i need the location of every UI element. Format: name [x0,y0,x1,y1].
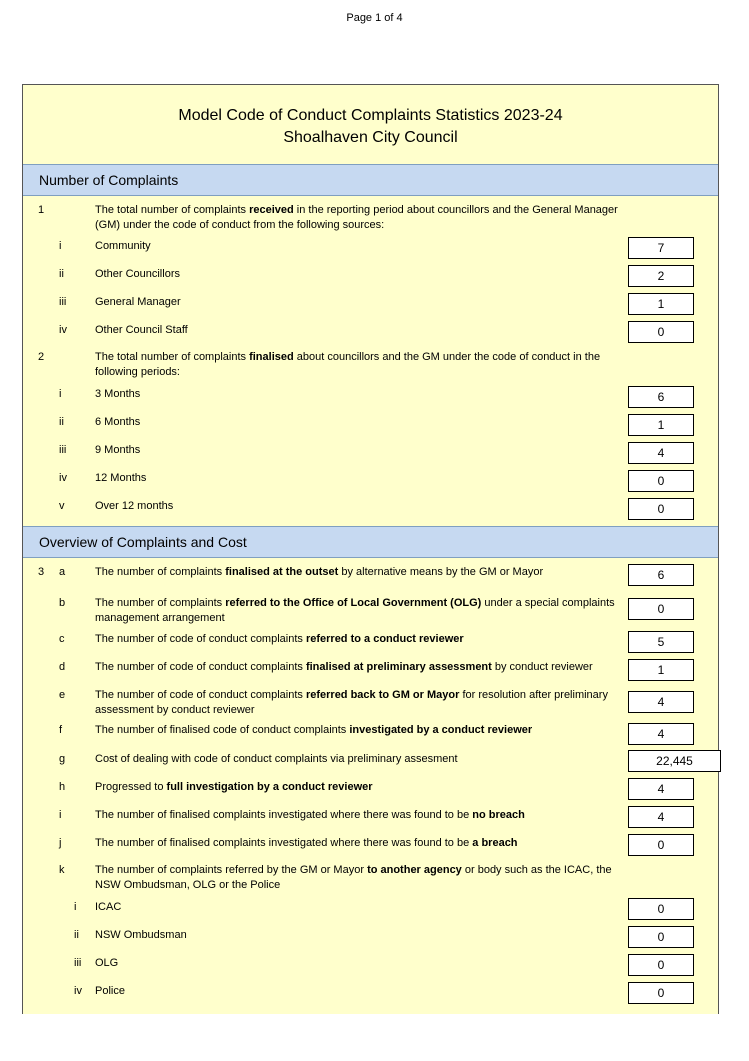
value-box: 0 [628,321,694,343]
page-number: Page 1 of 4 [346,12,403,24]
value-box: 0 [628,926,694,948]
item-index: ii [59,416,64,428]
item-index: i [59,809,62,821]
item-text: The number of finalised complaints investigated where there was found to be no breach [95,809,525,821]
item-index: iv [74,985,82,997]
item-index: g [59,753,66,765]
item-index: f [59,724,63,736]
item-index: i [59,388,62,400]
item-text: The number of code of conduct complaints referred to a conduct reviewer [95,633,464,645]
value-box: 0 [628,498,694,520]
title-line-1: Model Code of Conduct Complaints Statistics 2023-24 [178,107,563,124]
value-box: 7 [628,237,694,259]
item-index: v [59,500,65,512]
item-label: 6 Months [95,416,141,428]
item-index: d [59,661,66,673]
item-label: 9 Months [95,444,141,456]
value-box: 0 [628,834,694,856]
item-index: iii [59,444,67,456]
item-index: h [59,781,66,793]
question-text: The total number of complaints finalised about councillors and the GM under the code of conduct in the following periods: [95,351,601,378]
item-index: iii [59,296,67,308]
item-text: Progressed to full investigation by a conduct reviewer [95,781,373,793]
value-box: 4 [628,691,694,713]
item-label: Police [95,985,125,997]
item-index: ii [74,929,79,941]
question-number: 2 [38,351,45,363]
value-box: 1 [628,293,694,315]
value-box: 0 [628,982,694,1004]
section-heading-overview: Overview of Complaints and Cost [23,526,718,558]
item-label: Over 12 months [95,500,174,512]
item-text: The number of code of conduct complaints finalised at preliminary assessment by conduct reviewer [95,661,593,673]
item-label: NSW Ombudsman [95,929,187,941]
value-box: 5 [628,631,694,653]
item-index: i [59,240,62,252]
item-index: a [59,566,66,578]
form-title [23,105,718,149]
item-text: Cost of dealing with code of conduct complaints via preliminary assesment [95,753,458,765]
item-label: General Manager [95,296,181,308]
value-box: 6 [628,564,694,586]
question-text: The total number of complaints received in the reporting period about councillors and the General Manager (GM) under the code of conduct from the following sources: [95,204,618,231]
item-index: ii [59,268,64,280]
item-label: ICAC [95,901,122,913]
value-box: 4 [628,723,694,745]
item-text: The number of finalised complaints investigated where there was found to be a breach [95,837,518,849]
value-box: 4 [628,778,694,800]
item-text: The number of complaints referred to the Office of Local Government (OLG) under a special complaints management arrangement [95,597,615,624]
item-text: The number of complaints referred by the GM or Mayor to another agency or body such as the ICAC, the NSW Ombudsman, OLG or the Police [95,864,612,891]
value-box: 0 [628,470,694,492]
value-box: 4 [628,806,694,828]
item-index: iv [59,472,67,484]
item-index: k [59,864,65,876]
value-box: 0 [628,898,694,920]
item-index: iv [59,324,67,336]
value-box: 1 [628,414,694,436]
item-index: e [59,689,66,701]
section-heading-number-of-complaints: Number of Complaints [23,164,718,196]
item-text: The number of code of conduct complaints referred back to GM or Mayor for resolution after preliminary assessment by conduct reviewer [95,689,608,716]
item-index: c [59,633,65,645]
item-label: 12 Months [95,472,147,484]
statistics-form [22,84,719,1014]
item-label: Community [95,240,151,252]
item-index: i [74,901,77,913]
question-number: 3 [38,566,45,578]
question-number: 1 [38,204,45,216]
title-line-2: Shoalhaven City Council [283,129,458,146]
item-label: Other Council Staff [95,324,188,336]
item-index: b [59,597,66,609]
value-box: 0 [628,954,694,976]
item-label: OLG [95,957,119,969]
item-text: The number of finalised code of conduct complaints investigated by a conduct reviewer [95,724,533,736]
value-box: 4 [628,442,694,464]
value-box: 0 [628,598,694,620]
cost-value-box: 22,445 [628,750,721,772]
value-box: 6 [628,386,694,408]
item-label: 3 Months [95,388,141,400]
item-index: iii [74,957,82,969]
value-box: 2 [628,265,694,287]
item-text: The number of complaints finalised at the outset by alternative means by the GM or Mayor [95,566,544,578]
item-index: j [59,837,62,849]
item-label: Other Councillors [95,268,180,280]
value-box: 1 [628,659,694,681]
